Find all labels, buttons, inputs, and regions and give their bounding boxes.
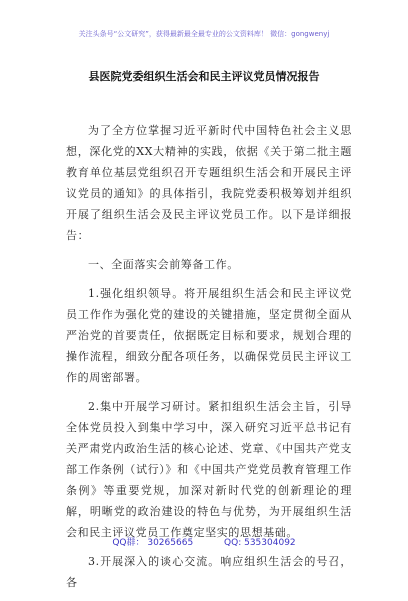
footer-qq-group: QQ群： 30265665: [112, 538, 194, 548]
document-title: 县医院党委组织生活会和民主评议党员情况报告: [88, 70, 320, 83]
document-body: [66, 120, 352, 601]
paragraph-item-1: 1.强化组织领导。将开展组织生活会和民主评议党员工作作为强化党的建设的关键措施，坚定贯彻全面从严治党的首要责任，依据既定目标和要求，规划合理的操作流程，细致分配各项任务，以确保党员民主评议工作的周密部署。: [66, 287, 352, 384]
footer-contact: [0, 537, 408, 549]
paragraph-item-2: 2.集中开展学习研讨。紧扣组织生活会主旨，引导全体党员投入到集中学习中，深入研究习近平总书记有关严肃党内政治生活的核心论述、党章、《中国共产党支部工作条例（试行）》和《中国共产党党员教育管理工作条例》等重要党规，加深对新时代党的创新理论的理解，明晰党的政治建设的特色与优势，为开展组织生活会和民主评议党员工作奠定坚实的思想基础。: [66, 400, 352, 539]
banner-text: 关注头条号“公文研究”，获得最新最全最专业的公文资料库！ 微信：gongwenyj: [78, 30, 330, 38]
paragraph-intro: 为了全方位掌握习近平新时代中国特色社会主义思想，深化党的XX大精神的实践，依据《关于第二批主题教育单位基层党组织召开专题组织生活会和开展民主评议党员的通知》的具体指引，我院党委积极筹划并组织开展了组织生活会及民主评议党员工作。以下是详细报告：: [66, 124, 352, 242]
top-banner: [0, 30, 408, 39]
paragraph-item-3: 3.开展深入的谈心交流。响应组织生活会的号召，各: [66, 555, 352, 589]
paragraph-section-heading: 一、全面落实会前筹备工作。: [88, 258, 239, 271]
footer-qq-number: QQ: 535304092: [224, 538, 296, 548]
